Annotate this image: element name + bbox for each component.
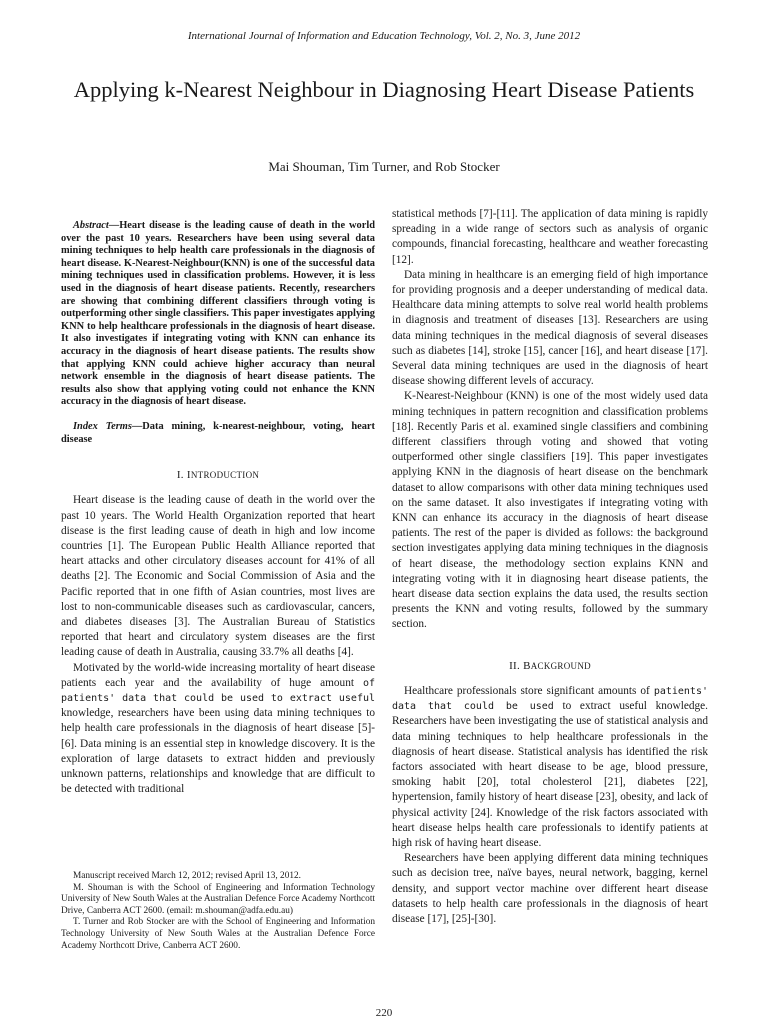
journal-header: International Journal of Information and Education Technology, Vol. 2, No. 3, June 2012 bbox=[187, 30, 581, 42]
footnotes bbox=[61, 871, 375, 952]
index-terms-text: —Data mining, k-nearest-neighbour, voting, heart disease bbox=[61, 420, 375, 445]
intro-paragraph-2: Motivated by the world-wide increasing mortality of heart disease patients each year and the availability of huge amount of patients' data that could be used to extract useful knowledge, researchers have been using data mining techniques to help health care professionals in the diagnosis of heart disease [5]-[6]. Data mining is an essential step in knowledge discovery. It is the exploration of large datasets to extract hidden and previously unknown patterns, relationships and knowledge that are difficult to be detected with traditional bbox=[61, 661, 375, 796]
footnote-received: Manuscript received March 12, 2012; revised April 13, 2012. bbox=[73, 871, 301, 881]
background-paragraph-1: Healthcare professionals store significant amounts of patients' data that could be used to extract useful knowledge. Researchers have been investigating the use of statistical analysis and data mining techniques to help healthcare professionals in the diagnosis of heart disease. Statistical analysis has identified the risk factors associated with heart disease to be age, blood pressure, smoking habit [20], total cholesterol [21], diabetes [22], hypertension, family history of heart disease [23], obesity, and lack of physical activity [24]. Knowledge of the risk factors associated with heart disease helps health care professionals to identify patients at high risk of having heart disease. bbox=[392, 684, 708, 849]
mono-text-fragment: patients' data that could be used bbox=[392, 685, 708, 713]
index-terms-lead: Index Terms bbox=[73, 420, 132, 432]
index-terms bbox=[61, 421, 375, 446]
page-number: 220 bbox=[375, 1007, 393, 1019]
abstract-lead: Abstract bbox=[73, 220, 109, 231]
background-paragraph-2: Researchers have been applying different data mining techniques such as decision tree, naïve bayes, neural network, bagging, kernel density, and support vector machine over different heart disease datasets to help health care professionals in the diagnosis of heart disease [17], [25]-[30]. bbox=[392, 852, 708, 925]
right-column bbox=[392, 207, 708, 927]
intro-paragraph-1: Heart disease is the leading cause of death in the world over the past 10 years. The World Health Organization reported that heart disease is the first leading cause of death in high and low income countries [1]. The European Public Health Alliance reported that heart attacks and other circulatory diseases account for 41% of all deaths [2]. The Economic and Social Commission of Asia and the Pacific reported that in one fifth of Asian countries, most lives are lost to non-communicable diseases such as cardiovascular, cancers, and diabetes diseases [3]. The Australian Bureau of Statistics reported that heart and circulatory system diseases are the first leading cause of death in Australia, causing 33.7% all deaths [4]. bbox=[61, 494, 375, 659]
mono-text-fragment: of patients' data that could be used to extract useful bbox=[61, 677, 375, 704]
intro-paragraph-4: K-Nearest-Neighbour (KNN) is one of the most widely used data mining techniques in pattern recognition and classification problems [18]. Recently Paris et al. examined single classifiers and combining different classifiers through voting and showed that voting outperformed other single classifiers [19]. This paper investigates applying KNN in the diagnosis of heart disease on the benchmark dataset to allow comparisons with other data mining techniques used on the same dataset. It also investigates if integrating voting with KNN can enhance its accuracy in the diagnosis of heart disease patients. The rest of the paper is divided as follows: the background section investigates applying data mining techniques in the diagnosis of heart disease, the methodology section explains KNN and integrating voting with it in diagnosing heart disease patients, the heart disease data section explains the data used, the results section presents the KNN and voting results, followed by the summary section. bbox=[392, 390, 708, 631]
paper-title: Applying k-Nearest Neighbour in Diagnosing Heart Disease Patients bbox=[73, 77, 695, 102]
abstract-text: —Heart disease is the leading cause of death in the world over the past 10 years. Researchers have been using several data mining techniques to help health care professionals in the diagnosis of heart disease. K-Nearest-Neighbour(KNN) is one of the successful data mining techniques used in classification problems. However, it is less used in the diagnosis of heart disease patients. Recently, researchers are showing that combining different classifiers through voting is outperforming other single classifiers. This paper investigates applying KNN to help healthcare professionals in the diagnosis of heart disease. It also investigates if integrating voting with KNN can enhance its accuracy in the diagnosis of heart disease patients. The results show that applying KNN could achieve higher accuracy than neural network ensemble in the diagnosis of heart disease patients. The results also show that applying voting could not enhance the KNN accuracy in the diagnosis of heart disease. bbox=[61, 220, 375, 408]
left-column bbox=[61, 220, 375, 797]
section-heading-background: II. BACKGROUND bbox=[509, 659, 591, 672]
intro-paragraph-3: Data mining in healthcare is an emerging field of high importance for providing prognosis and a deeper understanding of medical data. Healthcare data mining attempts to solve real world health problems in diagnosis and treatment of diseases [13]. Researchers are using data mining techniques in the medical diagnosis of several diseases such as diabetes [14], stroke [15], cancer [16], and heart disease [17]. Several data mining techniques are used in the diagnosis of heart disease showing different levels of accuracy. bbox=[392, 268, 708, 388]
section-heading-introduction: I. INTRODUCTION bbox=[176, 469, 260, 482]
intro-paragraph-2-cont: statistical methods [7]-[11]. The application of data mining is rapidly spreading in a wide range of sectors such as analysis of organic compounds, financial forecasting, healthcare and weather forecasting [12]. bbox=[392, 208, 708, 266]
footnote-affiliation-2: T. Turner and Rob Stocker are with the School of Engineering and Information Technology University of New South Wales at the Australian Defence Force Academy Northcott Drive, Canberra ACT 2600. bbox=[61, 917, 375, 951]
author-list: Mai Shouman, Tim Turner, and Rob Stocker bbox=[268, 159, 500, 174]
footnote-affiliation-1: M. Shouman is with the School of Engineering and Information Technology University of New South Wales at the Australian Defence Force Academy Northcott Drive, Canberra ACT 2600. (email: m.shouman@adfa.edu.au) bbox=[61, 882, 375, 916]
abstract bbox=[61, 220, 375, 409]
